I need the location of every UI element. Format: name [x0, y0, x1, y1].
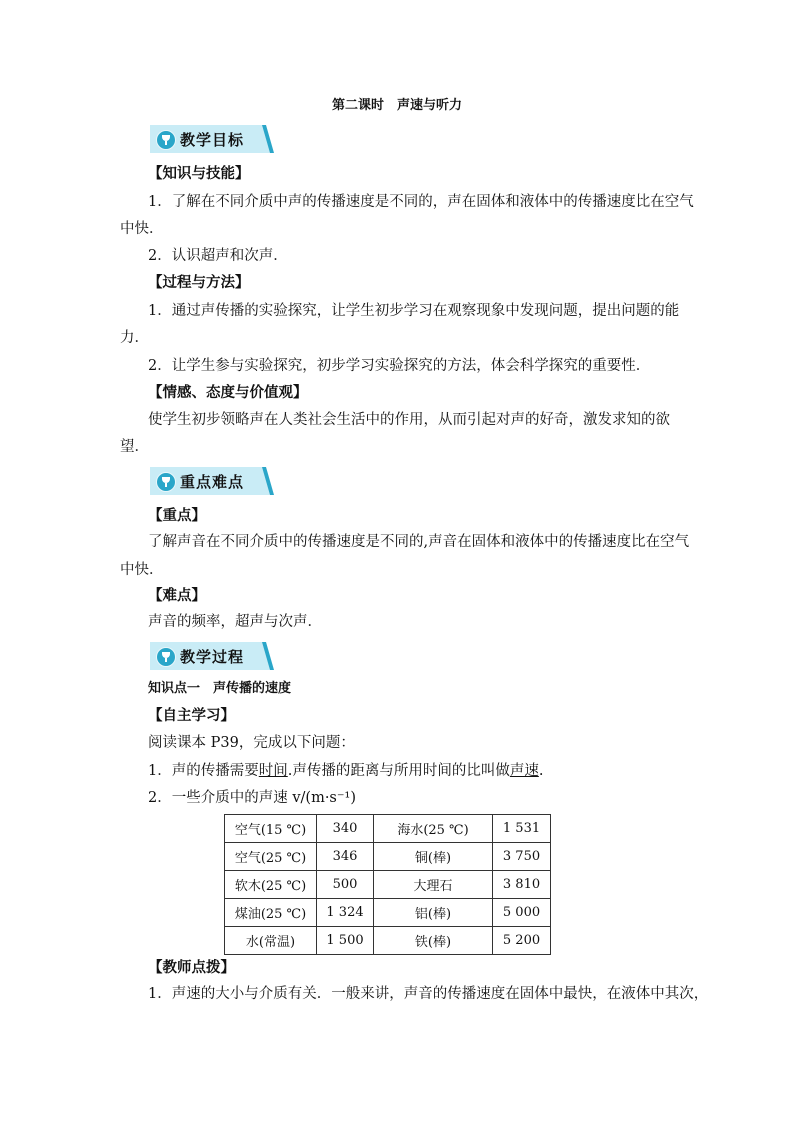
paragraph: 中快．	[120, 562, 164, 578]
section-title: 教学目标	[180, 131, 245, 149]
medium-cell: 软木(25 ℃)	[225, 871, 317, 899]
speed-cell: 3 810	[493, 871, 551, 899]
medium-cell: 大理石	[374, 871, 493, 899]
paragraph: 1．通过声传播的实验探究，让学生初步学习在观察现象中发现问题，提出问题的能	[148, 303, 680, 319]
text: .声传播的距离与所用时间的比叫做	[287, 763, 510, 779]
speed-cell: 3 750	[493, 843, 551, 871]
page-title: 第二课时 声速与听力	[331, 98, 462, 113]
speed-cell: 1 324	[317, 899, 374, 927]
table-row	[225, 815, 551, 843]
trophy-icon	[156, 130, 176, 150]
table-row	[225, 899, 551, 927]
speed-cell: 1 531	[493, 815, 551, 843]
table-row	[225, 927, 551, 955]
section-title: 教学过程	[180, 648, 245, 666]
paragraph: 使学生初步领略声在人类社会生活中的作用，从而引起对声的好奇，激发求知的欲	[148, 412, 670, 428]
answer-blank: 时间	[258, 763, 288, 779]
medium-cell: 铁(棒)	[374, 927, 493, 955]
knowledge-point-title: 知识点一 声传播的速度	[148, 681, 292, 696]
self-study-heading: 【自主学习】	[148, 707, 235, 724]
section-title: 重点难点	[180, 473, 245, 491]
knowledge-heading: 【知识与技能】	[148, 165, 250, 182]
key-heading: 【重点】	[148, 507, 206, 524]
paragraph: 阅读课本 P39，完成以下问题：	[148, 735, 355, 751]
teacher-tips-heading: 【教师点拨】	[148, 959, 235, 976]
medium-cell: 空气(25 ℃)	[225, 843, 317, 871]
medium-cell: 水(常温)	[225, 927, 317, 955]
paragraph: 1．了解在不同介质中声的传播速度是不同的，声在固体和液体中的传播速度比在空气	[148, 194, 694, 210]
speed-table	[224, 814, 551, 955]
medium-cell: 空气(15 ℃)	[225, 815, 317, 843]
section-header-keypoints	[150, 467, 272, 495]
speed-cell: 340	[317, 815, 374, 843]
medium-cell: 煤油(25 ℃)	[225, 899, 317, 927]
trophy-icon	[156, 472, 176, 492]
speed-cell: 5 000	[493, 899, 551, 927]
paragraph: 2．让学生参与实验探究，初步学习实验探究的方法，体会科学探究的重要性．	[148, 358, 651, 374]
table-row	[225, 843, 551, 871]
speed-cell: 500	[317, 871, 374, 899]
answer-blank: 声速	[509, 763, 539, 779]
question-1	[148, 761, 708, 781]
paragraph: 1．声速的大小与介质有关．一般来讲，声音的传播速度在固体中最快，在液体中其次，	[148, 986, 709, 1002]
paragraph: 力．	[120, 330, 149, 346]
speed-cell: 5 200	[493, 927, 551, 955]
paragraph: 望．	[120, 439, 149, 455]
speed-cell: 1 500	[317, 927, 374, 955]
table-row	[225, 871, 551, 899]
paragraph: 声音的频率，超声与次声．	[148, 614, 322, 630]
section-header-process	[150, 642, 272, 670]
text: 1．声的传播需要	[148, 763, 259, 779]
paragraph: 2．认识超声和次声．	[148, 248, 288, 264]
difficulty-heading: 【难点】	[148, 587, 206, 604]
text: .	[538, 763, 544, 779]
section-header-objectives	[150, 125, 272, 153]
process-heading: 【过程与方法】	[148, 274, 250, 291]
medium-cell: 铝(棒)	[374, 899, 493, 927]
paragraph: 了解声音在不同介质中的传播速度是不同的,声音在固体和液体中的传播速度比在空气	[148, 534, 690, 550]
question-2: 2．一些介质中的声速 v/(m·s⁻¹)	[148, 790, 356, 806]
emotion-heading: 【情感、态度与价值观】	[148, 384, 308, 401]
speed-cell: 346	[317, 843, 374, 871]
medium-cell: 海水(25 ℃)	[374, 815, 493, 843]
trophy-icon	[156, 647, 176, 667]
medium-cell: 铜(棒)	[374, 843, 493, 871]
paragraph: 中快．	[120, 221, 164, 237]
